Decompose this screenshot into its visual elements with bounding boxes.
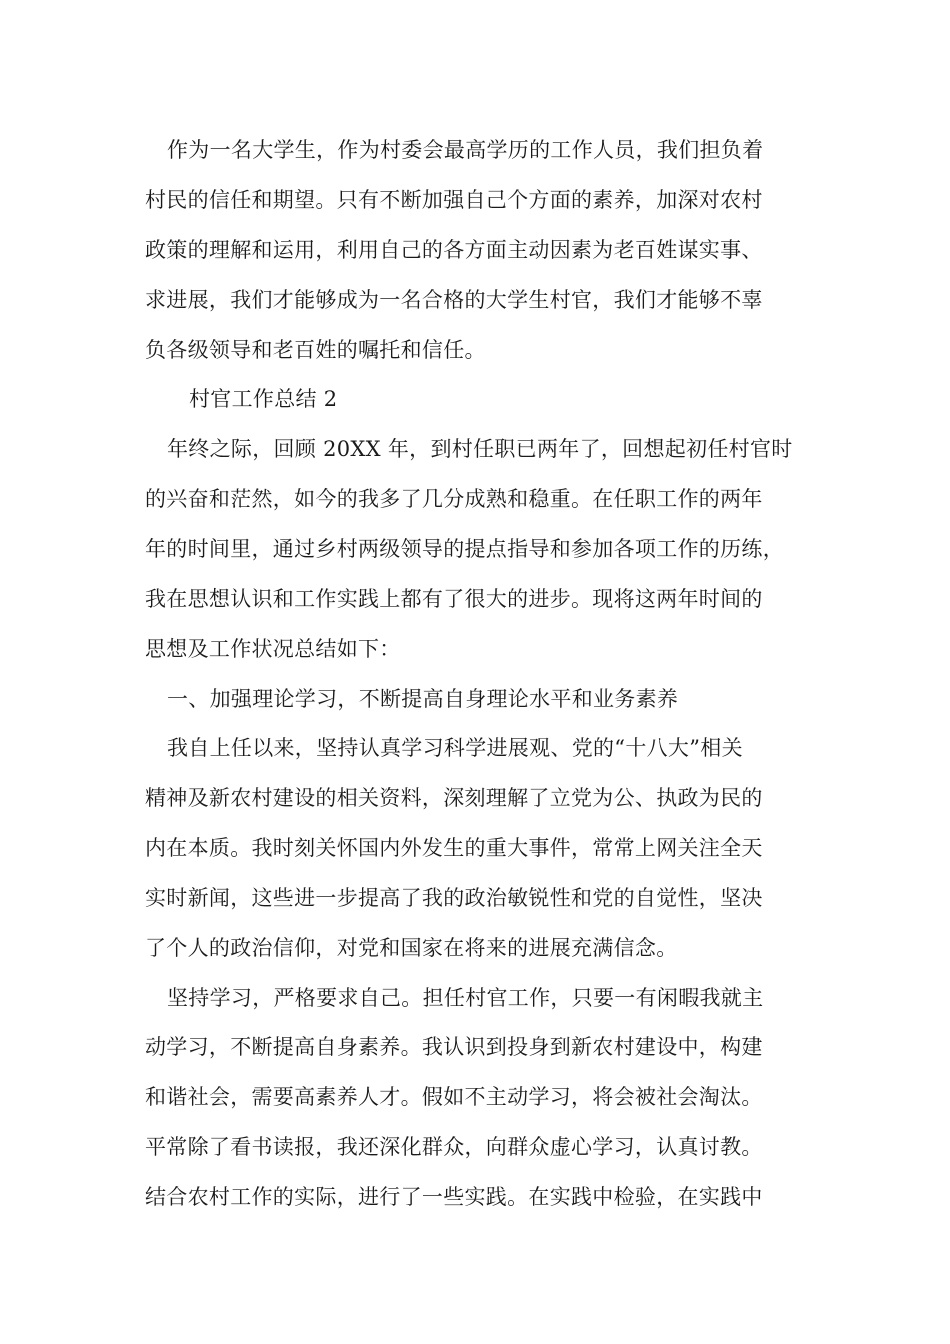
text-line: 村民的信任和期望。只有不断加强自己个方面的素养，加深对农村 [145, 188, 763, 212]
text-line: 平常除了看书读报，我还深化群众，向群众虚心学习，认真讨教。 [145, 1135, 763, 1159]
text-line: 年的时间里，通过乡村两级领导的提点指导和参加各项工作的历练， [145, 537, 784, 561]
text-line: 政策的理解和运用，利用自己的各方面主动因素为老百姓谋实事、 [145, 238, 763, 262]
text-line: 作为一名大学生，作为村委会最高学历的工作人员，我们担负着 [167, 138, 764, 162]
text-line: 动学习，不断提高自身素养。我认识到投身到新农村建设中，构建 [145, 1035, 763, 1059]
text-line: 实时新闻，这些进一步提高了我的政治敏锐性和党的自觉性，坚决 [145, 886, 763, 910]
text-line: 思想及工作状况总结如下： [145, 637, 401, 661]
text-line: 坚持学习，严格要求自己。担任村官工作，只要一有闲暇我就主 [167, 986, 764, 1010]
text-line: 我在思想认识和工作实践上都有了很大的进步。现将这两年时间的 [145, 587, 763, 611]
text-line: 年终之际，回顾 20XX 年，到村任职已两年了，回想起初任村官时 [167, 437, 793, 461]
subheading: 一、加强理论学习，不断提高自身理论水平和业务素养 [167, 687, 679, 711]
text-line: 的兴奋和茫然，如今的我多了几分成熟和稳重。在任职工作的两年 [145, 487, 763, 511]
text-line: 精神及新农村建设的相关资料，深刻理解了立党为公、执政为民的 [145, 786, 763, 810]
section-heading: 村官工作总结 2 [189, 387, 338, 411]
text-line: 求进展，我们才能够成为一名合格的大学生村官，我们才能够不辜 [145, 288, 763, 312]
text-line: 内在本质。我时刻关怀国内外发生的重大事件，常常上网关注全天 [145, 836, 763, 860]
text-line: 了个人的政治信仰，对党和国家在将来的进展充满信念。 [145, 936, 678, 960]
text-line: 我自上任以来，坚持认真学习科学进展观、党的“十八大”相关 [167, 736, 743, 760]
text-line: 和谐社会，需要高素养人才。假如不主动学习，将会被社会淘汰。 [145, 1085, 763, 1109]
text-line: 负各级领导和老百姓的嘱托和信任。 [145, 338, 486, 362]
text-line: 结合农村工作的实际，进行了一些实践。在实践中检验，在实践中 [145, 1185, 763, 1209]
